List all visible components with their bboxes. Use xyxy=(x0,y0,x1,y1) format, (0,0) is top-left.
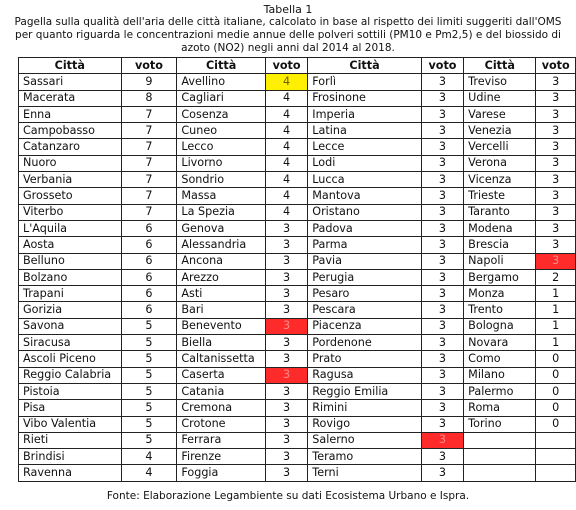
city-cell: Savona xyxy=(19,318,122,334)
score-cell: 7 xyxy=(121,204,177,220)
city-cell: Cagliari xyxy=(177,90,266,106)
city-cell: Latina xyxy=(308,123,422,139)
table-row xyxy=(19,269,576,285)
city-cell: Genova xyxy=(177,220,266,236)
score-cell: 7 xyxy=(121,188,177,204)
city-cell: Pistoia xyxy=(19,383,122,399)
city-cell: Roma xyxy=(464,400,536,416)
score-cell: 4 xyxy=(265,90,307,106)
score-cell: 6 xyxy=(121,286,177,302)
score-cell: 3 xyxy=(265,351,307,367)
score-cell: 3 xyxy=(536,123,576,139)
table-caption xyxy=(8,3,568,55)
city-cell: Vibo Valentia xyxy=(19,416,122,432)
score-cell: 3 xyxy=(421,74,463,90)
score-cell: 3 xyxy=(421,449,463,465)
score-cell: 0 xyxy=(536,367,576,383)
score-cell: 0 xyxy=(536,400,576,416)
city-cell: Imperia xyxy=(308,106,422,122)
score-cell: 4 xyxy=(121,449,177,465)
table-row xyxy=(19,237,576,253)
score-cell: 5 xyxy=(121,367,177,383)
header-score: voto xyxy=(265,58,307,74)
score-cell: 3 xyxy=(421,367,463,383)
city-cell: Bergamo xyxy=(464,269,536,285)
city-cell: Verona xyxy=(464,155,536,171)
score-cell: 3 xyxy=(265,400,307,416)
score-cell: 3 xyxy=(421,188,463,204)
score-cell: 3 xyxy=(265,253,307,269)
city-cell: Siracusa xyxy=(19,335,122,351)
score-cell: 3 xyxy=(265,286,307,302)
score-cell: 6 xyxy=(121,237,177,253)
table-row xyxy=(19,139,576,155)
score-cell: 3 xyxy=(421,318,463,334)
city-cell: Brindisi xyxy=(19,449,122,465)
city-cell: Rimini xyxy=(308,400,422,416)
city-cell: Oristano xyxy=(308,204,422,220)
table-row xyxy=(19,432,576,448)
score-cell: 5 xyxy=(121,432,177,448)
header-city: Città xyxy=(19,58,122,74)
score-cell: 3 xyxy=(536,172,576,188)
city-cell: Bari xyxy=(177,302,266,318)
city-cell: Reggio Emilia xyxy=(308,383,422,399)
score-cell: 5 xyxy=(121,351,177,367)
score-cell: 3 xyxy=(421,220,463,236)
city-cell: Alessandria xyxy=(177,237,266,253)
city-cell: Grosseto xyxy=(19,188,122,204)
city-cell: Ferrara xyxy=(177,432,266,448)
score-cell: 5 xyxy=(121,400,177,416)
city-cell: Rieti xyxy=(19,432,122,448)
city-cell: Frosinone xyxy=(308,90,422,106)
city-cell: Benevento xyxy=(177,318,266,334)
city-cell: Treviso xyxy=(464,74,536,90)
city-cell: Parma xyxy=(308,237,422,253)
header-row xyxy=(19,58,576,74)
city-cell: Trento xyxy=(464,302,536,318)
score-cell: 3 xyxy=(421,155,463,171)
score-cell: 4 xyxy=(265,155,307,171)
table-row xyxy=(19,172,576,188)
city-cell: Prato xyxy=(308,351,422,367)
score-cell: 7 xyxy=(121,106,177,122)
table-row xyxy=(19,74,576,90)
city-cell: Lodi xyxy=(308,155,422,171)
city-cell: Rovigo xyxy=(308,416,422,432)
score-cell: 2 xyxy=(536,269,576,285)
city-cell: Massa xyxy=(177,188,266,204)
score-cell: 3 xyxy=(421,237,463,253)
city-cell: Macerata xyxy=(19,90,122,106)
table-row xyxy=(19,318,576,334)
table-row xyxy=(19,400,576,416)
city-cell: Torino xyxy=(464,416,536,432)
score-cell: 4 xyxy=(265,204,307,220)
score-cell: 3 xyxy=(421,172,463,188)
score-cell: 4 xyxy=(265,74,307,90)
score-cell: 3 xyxy=(421,302,463,318)
score-cell: 1 xyxy=(536,335,576,351)
score-cell: 0 xyxy=(536,416,576,432)
city-cell: Forlì xyxy=(308,74,422,90)
city-cell: Foggia xyxy=(177,465,266,481)
city-cell: Aosta xyxy=(19,237,122,253)
city-cell xyxy=(464,432,536,448)
score-cell: 3 xyxy=(265,269,307,285)
city-cell: Gorizia xyxy=(19,302,122,318)
table-row xyxy=(19,253,576,269)
air-quality-table xyxy=(18,57,576,482)
city-cell: Cremona xyxy=(177,400,266,416)
score-cell: 3 xyxy=(421,383,463,399)
city-cell: Reggio Calabria xyxy=(19,367,122,383)
score-cell: 3 xyxy=(536,204,576,220)
city-cell: Bologna xyxy=(464,318,536,334)
score-cell xyxy=(536,465,576,481)
score-cell: 3 xyxy=(265,318,307,334)
score-cell: 7 xyxy=(121,123,177,139)
score-cell: 3 xyxy=(265,416,307,432)
table-row xyxy=(19,383,576,399)
score-cell: 0 xyxy=(536,351,576,367)
score-cell: 8 xyxy=(121,90,177,106)
city-cell: L'Aquila xyxy=(19,220,122,236)
table-row xyxy=(19,449,576,465)
table-row xyxy=(19,416,576,432)
city-cell: Verbania xyxy=(19,172,122,188)
city-cell: Ancona xyxy=(177,253,266,269)
city-cell: Venezia xyxy=(464,123,536,139)
score-cell: 3 xyxy=(536,90,576,106)
score-cell: 3 xyxy=(421,139,463,155)
score-cell: 3 xyxy=(265,432,307,448)
score-cell: 3 xyxy=(536,188,576,204)
score-cell: 4 xyxy=(121,465,177,481)
score-cell: 6 xyxy=(121,220,177,236)
city-cell: Vercelli xyxy=(464,139,536,155)
city-cell: Udine xyxy=(464,90,536,106)
score-cell: 3 xyxy=(421,286,463,302)
score-cell: 1 xyxy=(536,286,576,302)
table-row xyxy=(19,155,576,171)
city-cell: Novara xyxy=(464,335,536,351)
score-cell: 4 xyxy=(265,139,307,155)
header-city: Città xyxy=(464,58,536,74)
score-cell: 3 xyxy=(265,237,307,253)
city-cell: Lecce xyxy=(308,139,422,155)
table-row xyxy=(19,335,576,351)
score-cell: 3 xyxy=(421,335,463,351)
city-cell: Catania xyxy=(177,383,266,399)
score-cell: 3 xyxy=(536,74,576,90)
city-cell: Perugia xyxy=(308,269,422,285)
city-cell: Piacenza xyxy=(308,318,422,334)
city-cell: Ravenna xyxy=(19,465,122,481)
score-cell: 3 xyxy=(536,220,576,236)
city-cell: Milano xyxy=(464,367,536,383)
city-cell: Teramo xyxy=(308,449,422,465)
score-cell: 1 xyxy=(536,302,576,318)
city-cell: Brescia xyxy=(464,237,536,253)
city-cell: Taranto xyxy=(464,204,536,220)
score-cell: 4 xyxy=(265,172,307,188)
city-cell: Napoli xyxy=(464,253,536,269)
city-cell: Palermo xyxy=(464,383,536,399)
score-cell: 3 xyxy=(421,204,463,220)
city-cell: Trieste xyxy=(464,188,536,204)
table-row xyxy=(19,220,576,236)
table-row xyxy=(19,286,576,302)
score-cell: 5 xyxy=(121,383,177,399)
score-cell: 5 xyxy=(121,416,177,432)
score-cell: 3 xyxy=(536,253,576,269)
city-cell: Bolzano xyxy=(19,269,122,285)
score-cell: 3 xyxy=(536,155,576,171)
score-cell: 3 xyxy=(265,465,307,481)
score-cell: 3 xyxy=(536,106,576,122)
city-cell: Pesaro xyxy=(308,286,422,302)
city-cell: Enna xyxy=(19,106,122,122)
score-cell: 4 xyxy=(265,106,307,122)
table-row xyxy=(19,90,576,106)
score-cell: 3 xyxy=(421,90,463,106)
score-cell: 4 xyxy=(265,188,307,204)
city-cell: Modena xyxy=(464,220,536,236)
score-cell: 3 xyxy=(265,383,307,399)
city-cell: Sassari xyxy=(19,74,122,90)
city-cell: Pordenone xyxy=(308,335,422,351)
table-title: Tabella 1 xyxy=(263,3,313,16)
city-cell: Pescara xyxy=(308,302,422,318)
city-cell xyxy=(464,449,536,465)
city-cell: Belluno xyxy=(19,253,122,269)
city-cell: Avellino xyxy=(177,74,266,90)
city-cell: Arezzo xyxy=(177,269,266,285)
score-cell: 7 xyxy=(121,139,177,155)
city-cell: Caserta xyxy=(177,367,266,383)
city-cell: Cuneo xyxy=(177,123,266,139)
score-cell: 3 xyxy=(265,367,307,383)
city-cell: Lecco xyxy=(177,139,266,155)
score-cell: 3 xyxy=(421,432,463,448)
header-city: Città xyxy=(308,58,422,74)
city-cell: Cosenza xyxy=(177,106,266,122)
table-row xyxy=(19,302,576,318)
score-cell: 3 xyxy=(421,253,463,269)
city-cell: Firenze xyxy=(177,449,266,465)
city-cell: Crotone xyxy=(177,416,266,432)
score-cell: 3 xyxy=(421,269,463,285)
city-cell: Asti xyxy=(177,286,266,302)
score-cell: 3 xyxy=(536,237,576,253)
score-cell: 3 xyxy=(421,465,463,481)
city-cell: Ragusa xyxy=(308,367,422,383)
score-cell: 7 xyxy=(121,155,177,171)
city-cell: Caltanissetta xyxy=(177,351,266,367)
city-cell: Vicenza xyxy=(464,172,536,188)
city-cell: Pisa xyxy=(19,400,122,416)
city-cell: Salerno xyxy=(308,432,422,448)
city-cell: Varese xyxy=(464,106,536,122)
city-cell: La Spezia xyxy=(177,204,266,220)
score-cell: 3 xyxy=(421,400,463,416)
table-row xyxy=(19,465,576,481)
city-cell xyxy=(464,465,536,481)
score-cell: 5 xyxy=(121,335,177,351)
header-city: Città xyxy=(177,58,266,74)
score-cell: 4 xyxy=(265,123,307,139)
header-score: voto xyxy=(536,58,576,74)
city-cell: Biella xyxy=(177,335,266,351)
source-note: Fonte: Elaborazione Legambiente su dati Ecosistema Urbano e Ispra. xyxy=(106,490,470,502)
city-cell: Viterbo xyxy=(19,204,122,220)
table-row xyxy=(19,188,576,204)
score-cell: 3 xyxy=(421,416,463,432)
score-cell: 3 xyxy=(421,106,463,122)
score-cell: 6 xyxy=(121,302,177,318)
score-cell xyxy=(536,449,576,465)
city-cell: Mantova xyxy=(308,188,422,204)
table-row xyxy=(19,367,576,383)
score-cell: 3 xyxy=(265,335,307,351)
city-cell: Padova xyxy=(308,220,422,236)
score-cell: 3 xyxy=(536,139,576,155)
table-row xyxy=(19,204,576,220)
header-score: voto xyxy=(421,58,463,74)
table-row xyxy=(19,106,576,122)
score-cell: 5 xyxy=(121,318,177,334)
city-cell: Sondrio xyxy=(177,172,266,188)
score-cell: 3 xyxy=(421,351,463,367)
city-cell: Nuoro xyxy=(19,155,122,171)
city-cell: Pavia xyxy=(308,253,422,269)
table-description: Pagella sulla qualità dell'aria delle città italiane, calcolato in base al rispetto dei limiti suggeriti dall'OMS per quanto riguarda le concentrazioni medie annue delle polveri sottili (PM10 e Pm2,5) e del biossido di azoto (NO2) negli anni dal 2014 al 2018. xyxy=(14,16,562,54)
city-cell: Campobasso xyxy=(19,123,122,139)
city-cell: Como xyxy=(464,351,536,367)
city-cell: Ascoli Piceno xyxy=(19,351,122,367)
header-score: voto xyxy=(121,58,177,74)
score-cell: 3 xyxy=(265,302,307,318)
score-cell: 9 xyxy=(121,74,177,90)
score-cell xyxy=(536,432,576,448)
city-cell: Monza xyxy=(464,286,536,302)
city-cell: Terni xyxy=(308,465,422,481)
table-row xyxy=(19,123,576,139)
score-cell: 3 xyxy=(265,220,307,236)
table-row xyxy=(19,351,576,367)
score-cell: 6 xyxy=(121,253,177,269)
air-quality-table-container xyxy=(18,57,576,482)
score-cell: 7 xyxy=(121,172,177,188)
score-cell: 3 xyxy=(421,123,463,139)
score-cell: 6 xyxy=(121,269,177,285)
city-cell: Trapani xyxy=(19,286,122,302)
score-cell: 1 xyxy=(536,318,576,334)
city-cell: Livorno xyxy=(177,155,266,171)
city-cell: Lucca xyxy=(308,172,422,188)
city-cell: Catanzaro xyxy=(19,139,122,155)
score-cell: 0 xyxy=(536,383,576,399)
score-cell: 3 xyxy=(265,449,307,465)
